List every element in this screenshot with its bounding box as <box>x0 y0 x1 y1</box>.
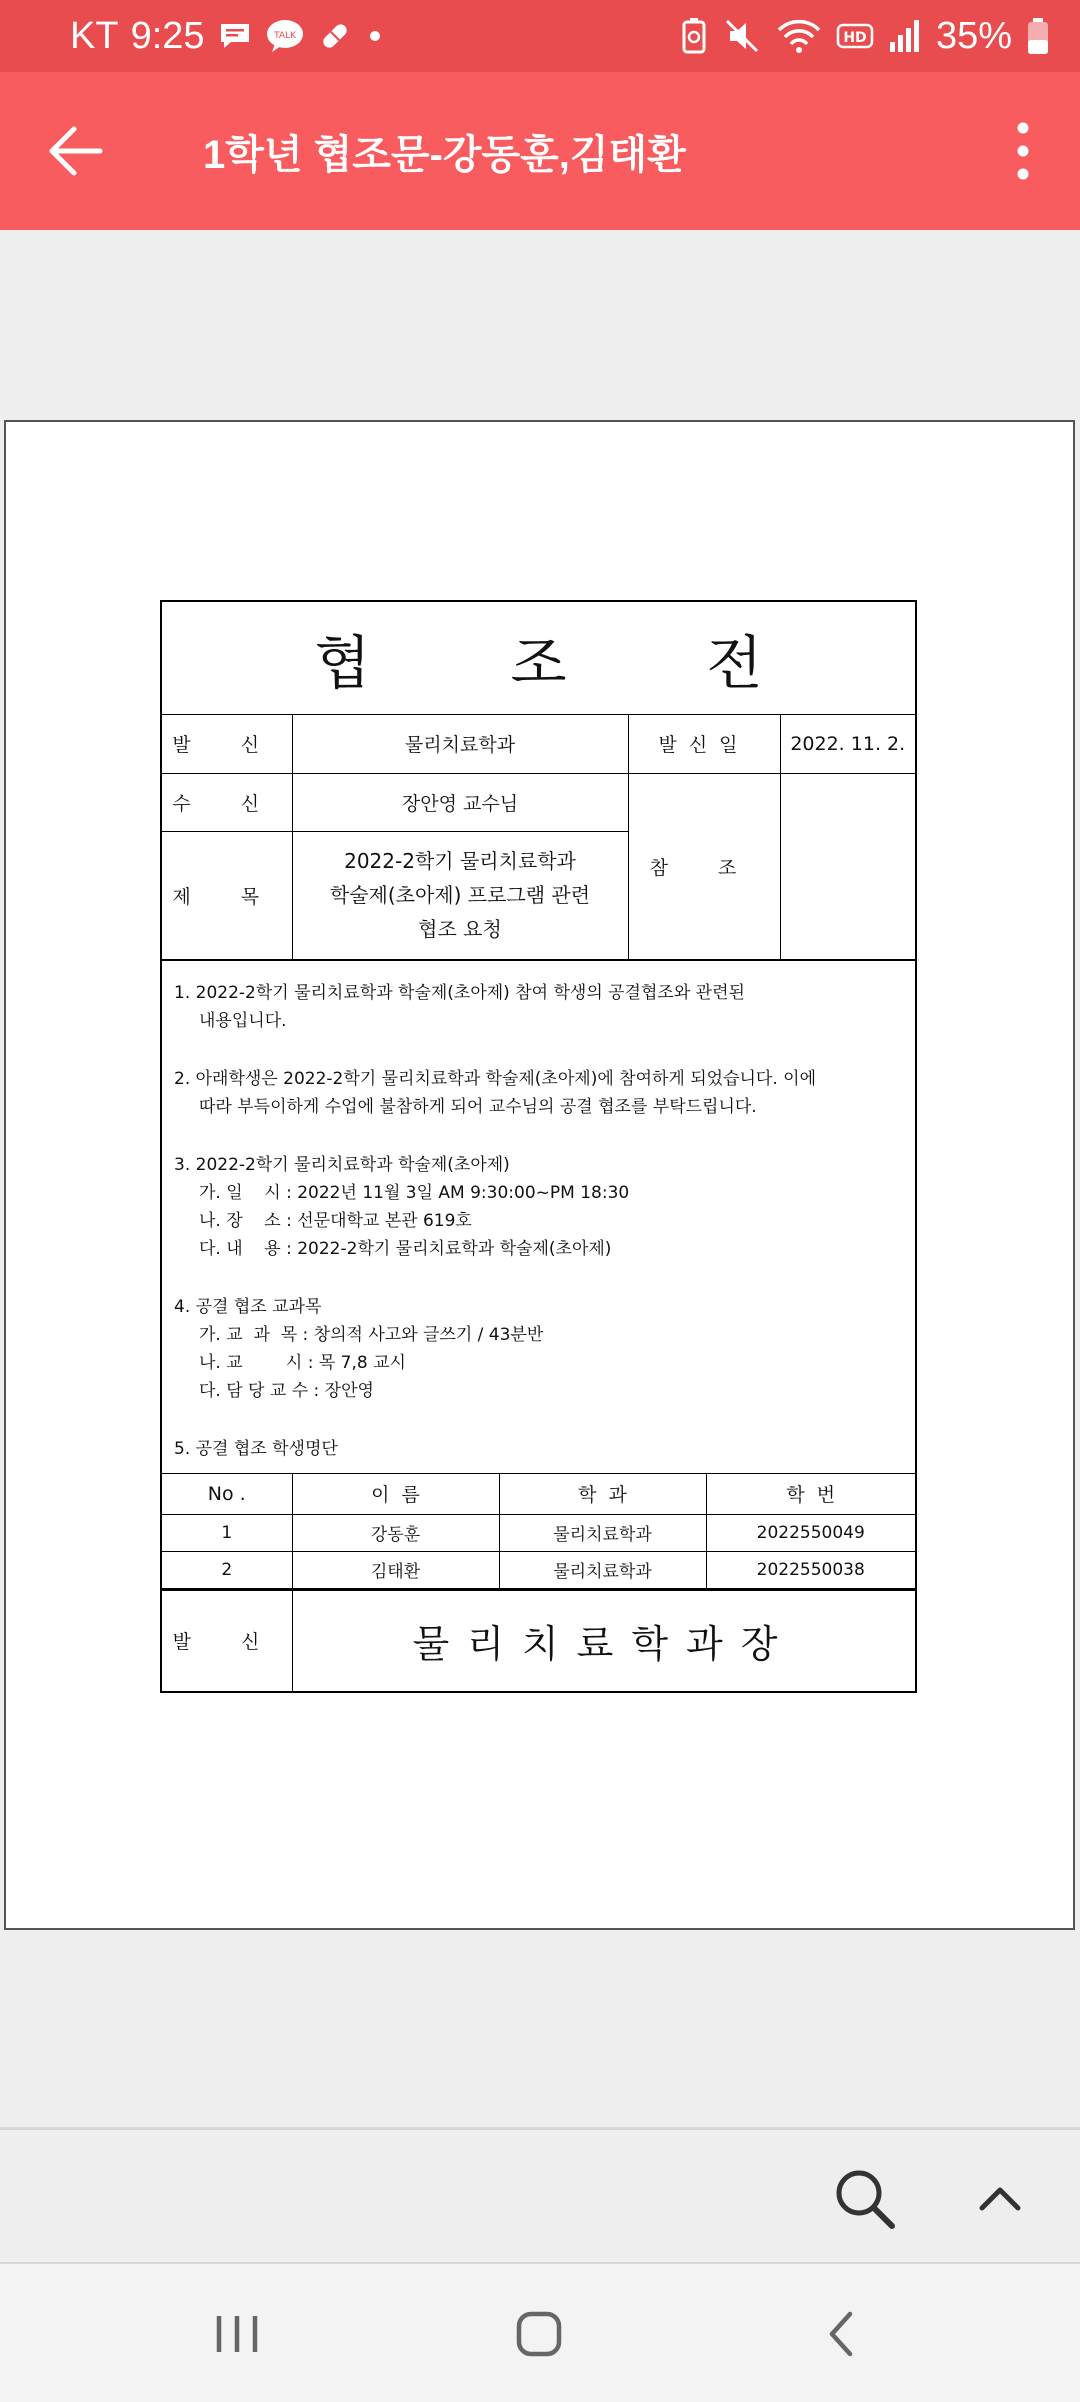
clock: 9:25 <box>130 14 205 57</box>
back-button[interactable] <box>40 116 110 186</box>
student-dept: 물리치료학과 <box>499 1514 706 1551</box>
bottom-toolbar <box>0 2127 1080 2265</box>
meta-table <box>162 715 915 960</box>
recipient-value: 장안영 교수님 <box>292 773 628 831</box>
battery-saver-icon <box>680 16 708 56</box>
recent-apps-button[interactable] <box>207 2304 267 2364</box>
mute-icon <box>722 16 762 56</box>
paragraph-1-line-2: 내용입니다. <box>199 1010 287 1031</box>
student-id: 2022550049 <box>706 1514 915 1551</box>
more-vert-icon <box>998 116 1048 186</box>
heading-char-2: 조 <box>510 629 567 697</box>
subject-line-3: 협조 요청 <box>418 917 502 941</box>
kakaotalk-icon <box>265 18 305 54</box>
cooperation-form <box>160 600 917 1693</box>
col-header-name: 이 름 <box>292 1473 499 1514</box>
app-bar <box>0 72 1080 230</box>
reference-value <box>780 773 915 959</box>
student-name: 김태환 <box>292 1551 499 1588</box>
system-nav-bar <box>0 2262 1080 2402</box>
hd-voice-icon <box>836 21 874 51</box>
subject-line-1: 2022-2학기 물리치료학과 <box>344 849 576 873</box>
table-row <box>162 1514 915 1551</box>
sender-value: 물리치료학과 <box>292 715 628 773</box>
system-back-button[interactable] <box>812 2304 872 2364</box>
paragraph-3-title: 3. 2022-2학기 물리치료학과 학술제(초아제) <box>174 1154 510 1175</box>
pill-icon <box>317 18 353 54</box>
student-name: 강동훈 <box>292 1514 499 1551</box>
chevron-left-icon <box>812 2304 872 2364</box>
reference-label: 참 조 <box>628 773 780 959</box>
body-text <box>162 960 915 1473</box>
dot-icon <box>365 18 385 54</box>
paragraph-2-line-1: 2. 아래학생은 2022-2학기 물리치료학과 학술제(초아제)에 참여하게 되었습니다. 이에 <box>174 1068 817 1089</box>
date-value: 2022. 11. 2. <box>780 715 915 773</box>
document-title: 1학년 협조문-강동훈,김태환 <box>203 132 686 177</box>
paragraph-4-item-b: 나. 교 시 : 목 7,8 교시 <box>199 1352 406 1373</box>
paragraph-4-item-c: 다. 담 당 교 수 : 장안영 <box>199 1380 374 1401</box>
paragraph-1-line-1: 1. 2022-2학기 물리치료학과 학술제(초아제) 참여 학생의 공결협조와 관련된 <box>174 982 745 1003</box>
form-heading <box>162 602 915 715</box>
carrier-label: KT <box>70 14 119 57</box>
battery-percent: 35% <box>935 14 1012 57</box>
sender-label: 발 신 <box>162 715 292 773</box>
paragraph-2-line-2: 따라 부득이하게 수업에 불참하게 되어 교수님의 공결 협조를 부탁드립니다. <box>199 1096 757 1117</box>
talk-badge-text: TALK <box>273 31 296 41</box>
student-no: 1 <box>162 1514 292 1551</box>
home-button[interactable] <box>509 2304 569 2364</box>
paragraph-3-item-c: 다. 내 용 : 2022-2학기 물리치료학과 학술제(초아제) <box>199 1238 612 1259</box>
footer-sender-label: 발 신 <box>162 1591 293 1691</box>
paragraph-4-title: 4. 공결 협조 교과목 <box>174 1296 322 1317</box>
subject-label: 제 목 <box>162 831 292 959</box>
footer-sender-row <box>162 1589 915 1691</box>
more-options-button[interactable] <box>998 116 1048 186</box>
student-id: 2022550038 <box>706 1551 915 1588</box>
paragraph-5-title: 5. 공결 협조 학생명단 <box>174 1438 338 1459</box>
status-right <box>680 0 1050 72</box>
student-table <box>162 1473 915 1589</box>
date-label: 발신일 <box>628 715 780 773</box>
paragraph-4-item-a: 가. 교 과 목 : 창의적 사고와 글쓰기 / 43분반 <box>199 1324 544 1345</box>
search-button[interactable] <box>830 2164 900 2234</box>
paragraph-3-item-b: 나. 장 소 : 선문대학교 본관 619호 <box>199 1210 472 1231</box>
heading-char-1: 협 <box>314 629 371 697</box>
recent-apps-icon <box>207 2304 267 2364</box>
subject-value <box>292 831 628 959</box>
heading-char-3: 전 <box>706 629 763 697</box>
scroll-up-button[interactable] <box>970 2164 1030 2234</box>
student-dept: 물리치료학과 <box>499 1551 706 1588</box>
subject-line-2: 학술제(초아제) 프로그램 관련 <box>329 883 591 907</box>
wifi-icon <box>776 16 822 56</box>
col-header-no: No . <box>162 1473 292 1514</box>
arrow-left-icon <box>40 116 110 186</box>
student-no: 2 <box>162 1551 292 1588</box>
status-left <box>70 0 385 72</box>
paragraph-3-item-a: 가. 일 시 : 2022년 11월 3일 AM 9:30:00~PM 18:30 <box>199 1182 630 1203</box>
message-icon <box>217 18 253 54</box>
col-header-dept: 학 과 <box>499 1473 706 1514</box>
status-bar <box>0 0 1080 72</box>
chevron-up-icon <box>970 2164 1030 2234</box>
footer-sender-name: 물리치료학과장 <box>412 1622 796 1666</box>
table-row <box>162 1551 915 1588</box>
home-icon <box>509 2304 569 2364</box>
recipient-label: 수 신 <box>162 773 292 831</box>
col-header-id: 학 번 <box>706 1473 915 1514</box>
search-icon <box>830 2164 900 2234</box>
signal-icon <box>888 18 922 54</box>
hd-badge-text: HD <box>843 30 867 46</box>
battery-icon <box>1026 16 1050 56</box>
document-page[interactable] <box>4 420 1075 1930</box>
